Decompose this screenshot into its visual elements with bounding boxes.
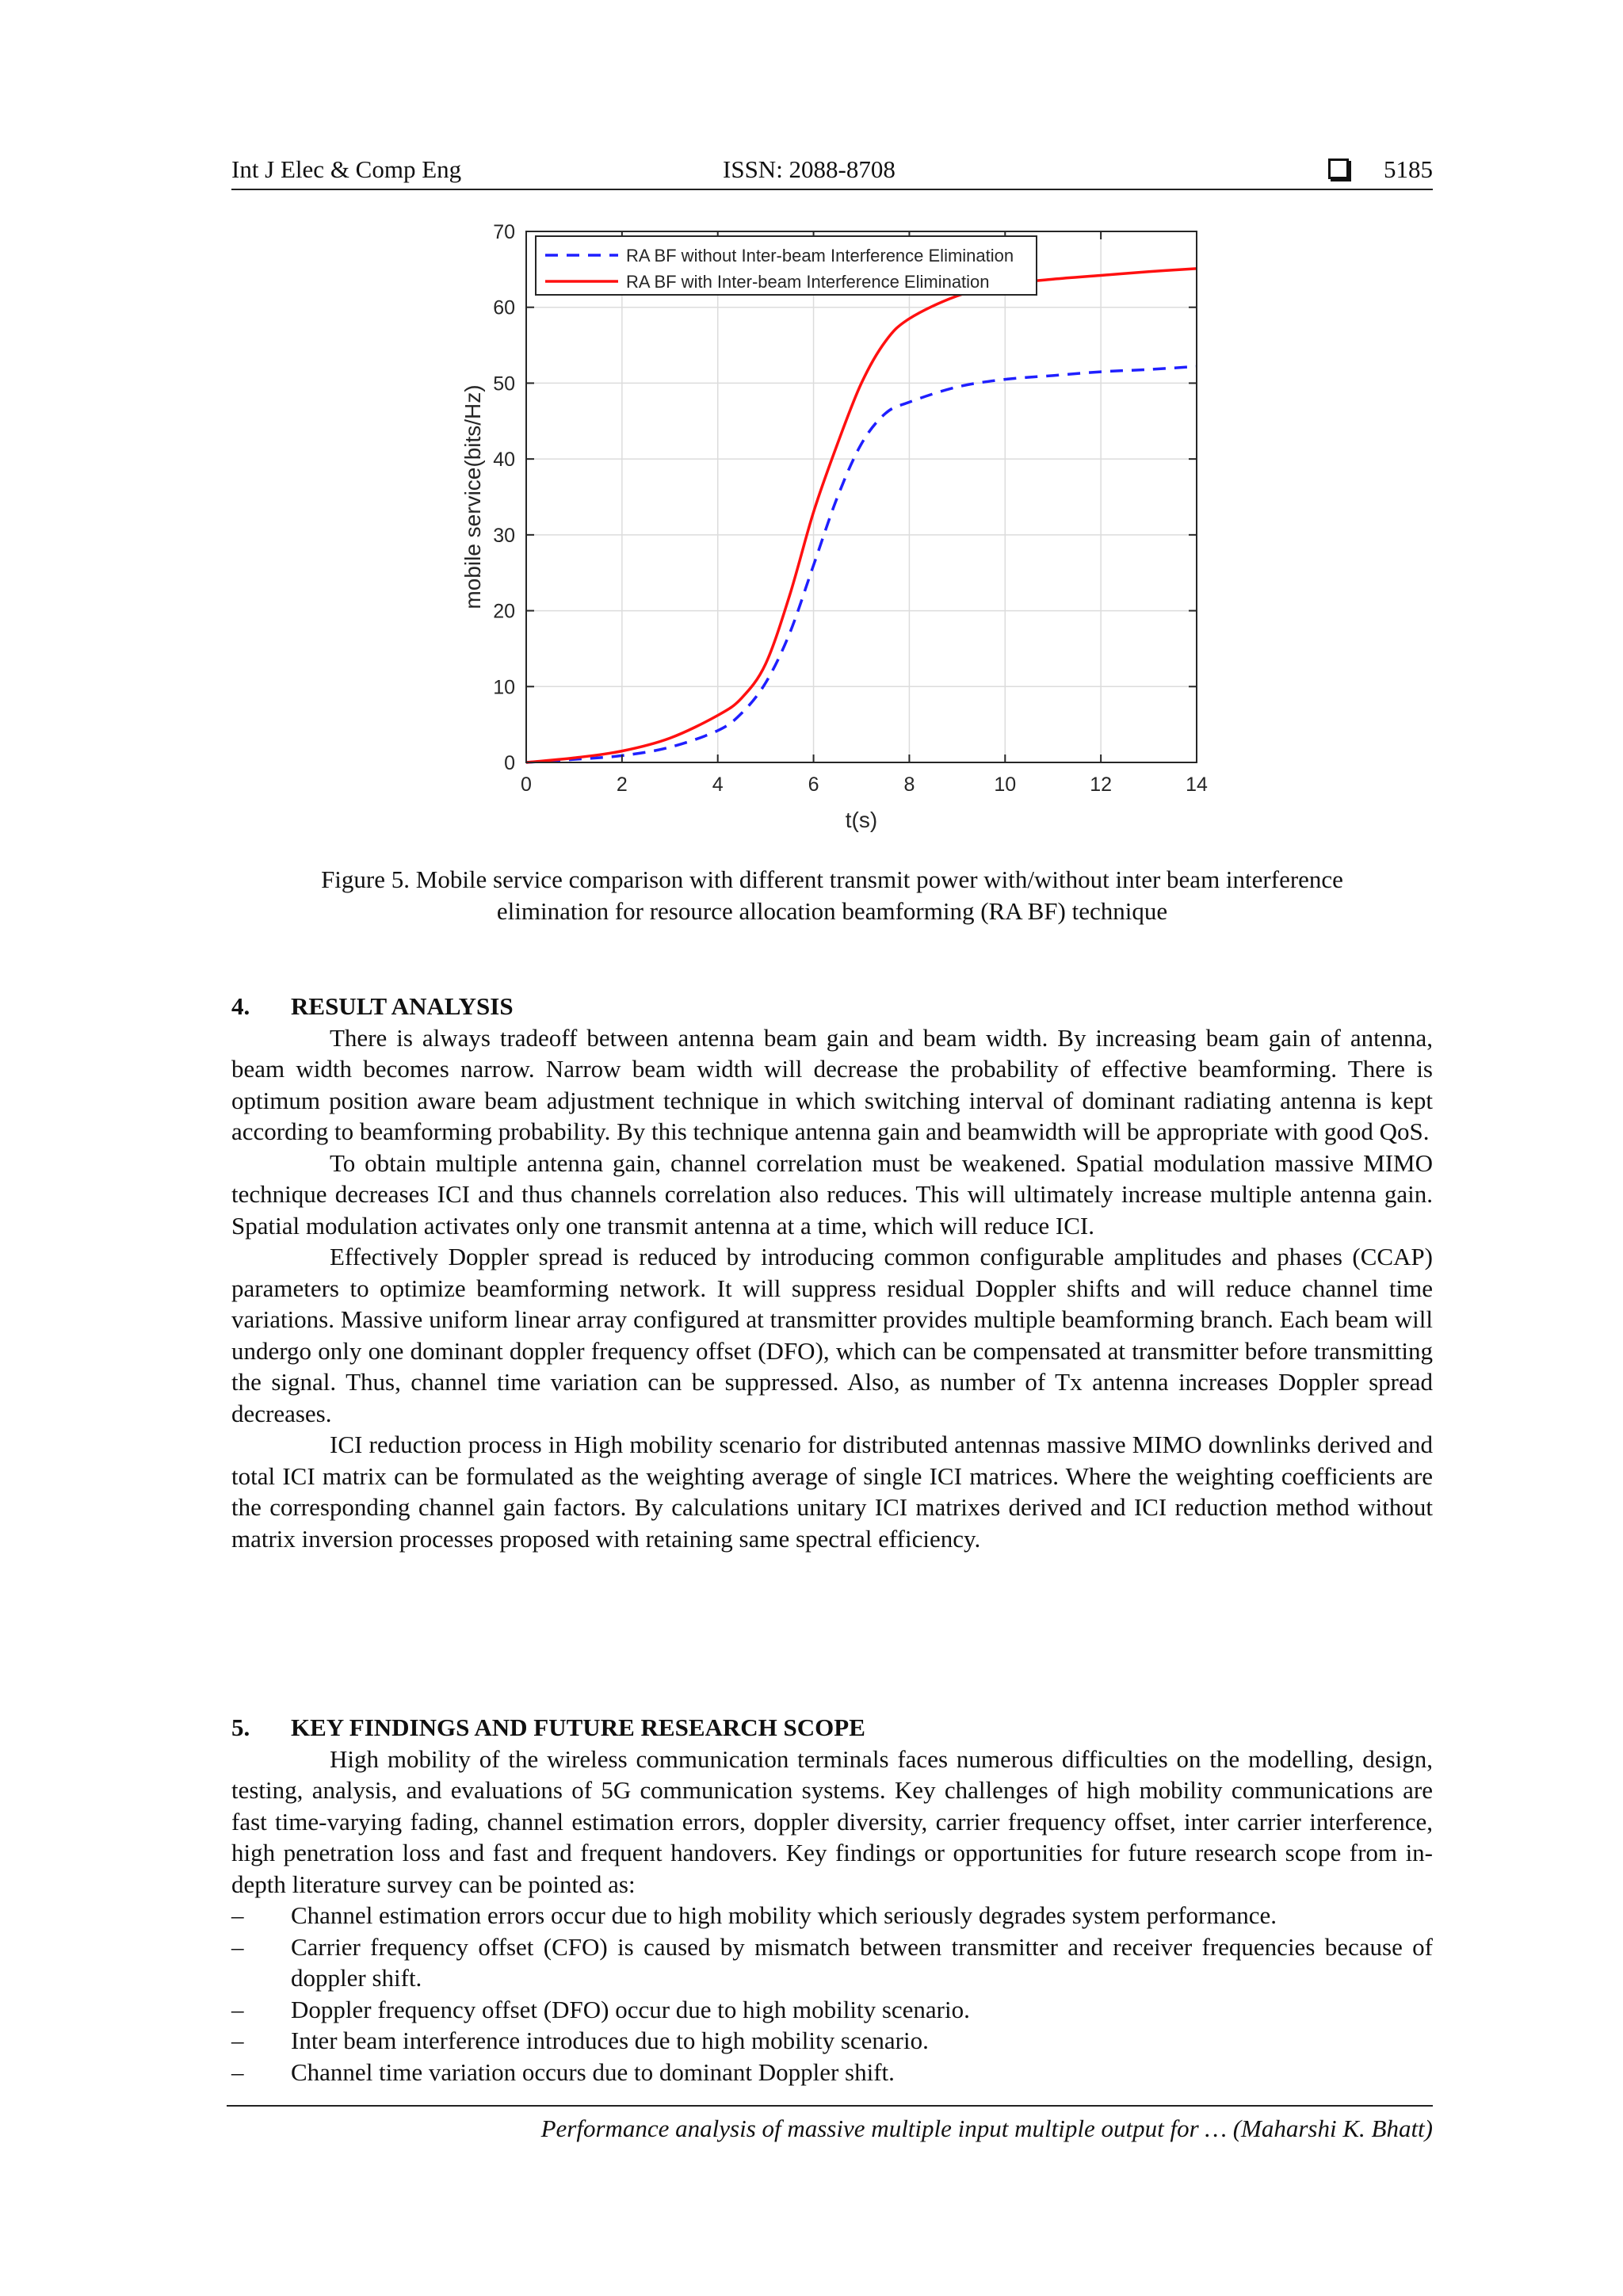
y-axis-label: mobile service(bits/Hz) (460, 384, 485, 609)
bullet-dash: – (231, 1901, 244, 1929)
y-tick-label: 20 (493, 600, 515, 623)
bullet-dash: – (231, 2057, 244, 2086)
x-tick-label: 4 (712, 774, 724, 796)
issn: ISSN: 2088-8708 (723, 155, 896, 183)
x-tick-label: 12 (1090, 774, 1113, 796)
figure-5 (444, 208, 1236, 842)
x-tick-label: 14 (1186, 774, 1208, 796)
legend-label-2: RA BF with Inter-beam Interference Elimination (626, 272, 990, 292)
list-item-text: Inter beam interference introduces due to high mobility scenario. (291, 2027, 929, 2054)
y-tick-label: 60 (493, 296, 515, 319)
y-tick-label: 40 (493, 449, 515, 472)
x-axis-label: t(s) (845, 808, 878, 832)
list-item (231, 1931, 1433, 1994)
y-tick-label: 10 (493, 676, 515, 699)
list-item-text: Channel estimation errors occur due to high mobility which seriously degrades system performance. (291, 1901, 1277, 1929)
square-outline-icon (1328, 159, 1349, 179)
paragraph: Effectively Doppler spread is reduced by introducing common configurable amplitudes and phases (CCAP) parameters to optimize beamforming network. It will suppress residual Doppler shifts and will reduce channel time variations. Massive uniform linear array configured at transmitter provides multiple beamforming branch. Each beam will undergo only one dominant doppler frequency offset (DFO), which can be compensated at transmitter before transmitting the signal. Thus, channel time variation can be suppressed. Also, as number of Tx antenna increases Doppler spread decreases. (231, 1243, 1433, 1427)
list-item-text: Doppler frequency offset (DFO) occur due to high mobility scenario. (291, 1995, 970, 2023)
x-tick-label: 10 (994, 774, 1017, 796)
legend-label-1: RA BF without Inter-beam Interference Elimination (626, 246, 1014, 266)
figure-caption (231, 864, 1433, 927)
bullet-dash: – (231, 1932, 244, 1961)
list-item (231, 2057, 1433, 2088)
list-item (231, 1900, 1433, 1931)
journal-name: Int J Elec & Comp Eng (231, 155, 462, 183)
section-5 (231, 1712, 1433, 2088)
section-5-heading (231, 1712, 1433, 1744)
paragraph: High mobility of the wireless communication terminals faces numerous difficulties on the modelling, design, testing, analysis, and evaluations of 5G communication systems. Key challenges of high mobility communications are fast time-varying fading, channel estimation errors, doppler diversity, carrier frequency offset, inter carrier interference, high penetration loss and fast and frequent handovers. Key findings or opportunities for future research scope from in-depth literature survey can be pointed as: (231, 1744, 1433, 1898)
y-tick-label: 50 (493, 372, 515, 395)
bullet-dash: – (231, 2027, 244, 2054)
x-tick-label: 2 (616, 774, 628, 796)
y-tick-label: 30 (493, 524, 515, 547)
section-title: RESULT ANALYSIS (291, 992, 514, 1020)
section-number: 4. (231, 992, 250, 1020)
caption-line-1: Figure 5. Mobile service comparison with different transmit power with/without inter beam interference (321, 865, 1343, 893)
x-tick-label: 0 (521, 774, 532, 796)
page-number: 5185 (1384, 155, 1433, 183)
y-tick-label: 0 (504, 752, 515, 774)
list-item-text: Channel time variation occurs due to dominant Doppler shift. (291, 2057, 895, 2086)
plot-area (526, 231, 1197, 762)
section-4-heading (231, 991, 1433, 1022)
running-footer: Performance analysis of massive multiple input multiple output for … (Maharshi K. Bhatt) (227, 2105, 1433, 2143)
bullet-dash: – (231, 1995, 244, 2023)
paragraph: ICI reduction process in High mobility scenario for distributed antennas massive MIMO downlinks derived and total ICI matrix can be formulated as the weighting average of single ICI matrices. Where the weighting coefficients are the corresponding channel gain factors. By calculations unitary ICI matrixes derived and ICI reduction method without matrix inversion processes proposed with retaining same spectral efficiency. (231, 1431, 1433, 1553)
caption-line-2: elimination for resource allocation beamforming (RA BF) technique (496, 897, 1168, 925)
y-tick-label: 70 (493, 221, 515, 243)
running-header (231, 155, 1433, 190)
list-item (231, 1994, 1433, 2026)
x-tick-label: 6 (808, 774, 819, 796)
section-4 (231, 991, 1433, 1554)
paragraph: To obtain multiple antenna gain, channel correlation must be weakened. Spatial modulation massive MIMO technique decreases ICI and thus channels correlation also reduces. This will ultimately increase multiple antenna gain. Spatial modulation activates only one transmit antenna at a time, which will reduce ICI. (231, 1148, 1433, 1240)
list-item (231, 2025, 1433, 2057)
page-number-group (1328, 155, 1433, 184)
x-tick-label: 8 (903, 774, 915, 796)
paragraph: There is always tradeoff between antenna beam gain and beam width. By increasing beam gain of antenna, beam width becomes narrow. Narrow beam width will decrease the probability of effective beamforming. There is optimum position aware beam adjustment technique in which switching interval of dominant radiating antenna is kept according to beamforming probability. By this technique antenna gain and beamwidth will be appropriate with good QoS. (231, 1023, 1433, 1145)
findings-list (231, 1900, 1433, 2088)
section-title: KEY FINDINGS AND FUTURE RESEARCH SCOPE (291, 1713, 865, 1741)
list-item-text: Carrier frequency offset (CFO) is caused by mismatch between transmitter and receiver frequencies because of doppler shift. (291, 1932, 1433, 1992)
section-number: 5. (231, 1713, 250, 1741)
line-chart (444, 208, 1236, 842)
